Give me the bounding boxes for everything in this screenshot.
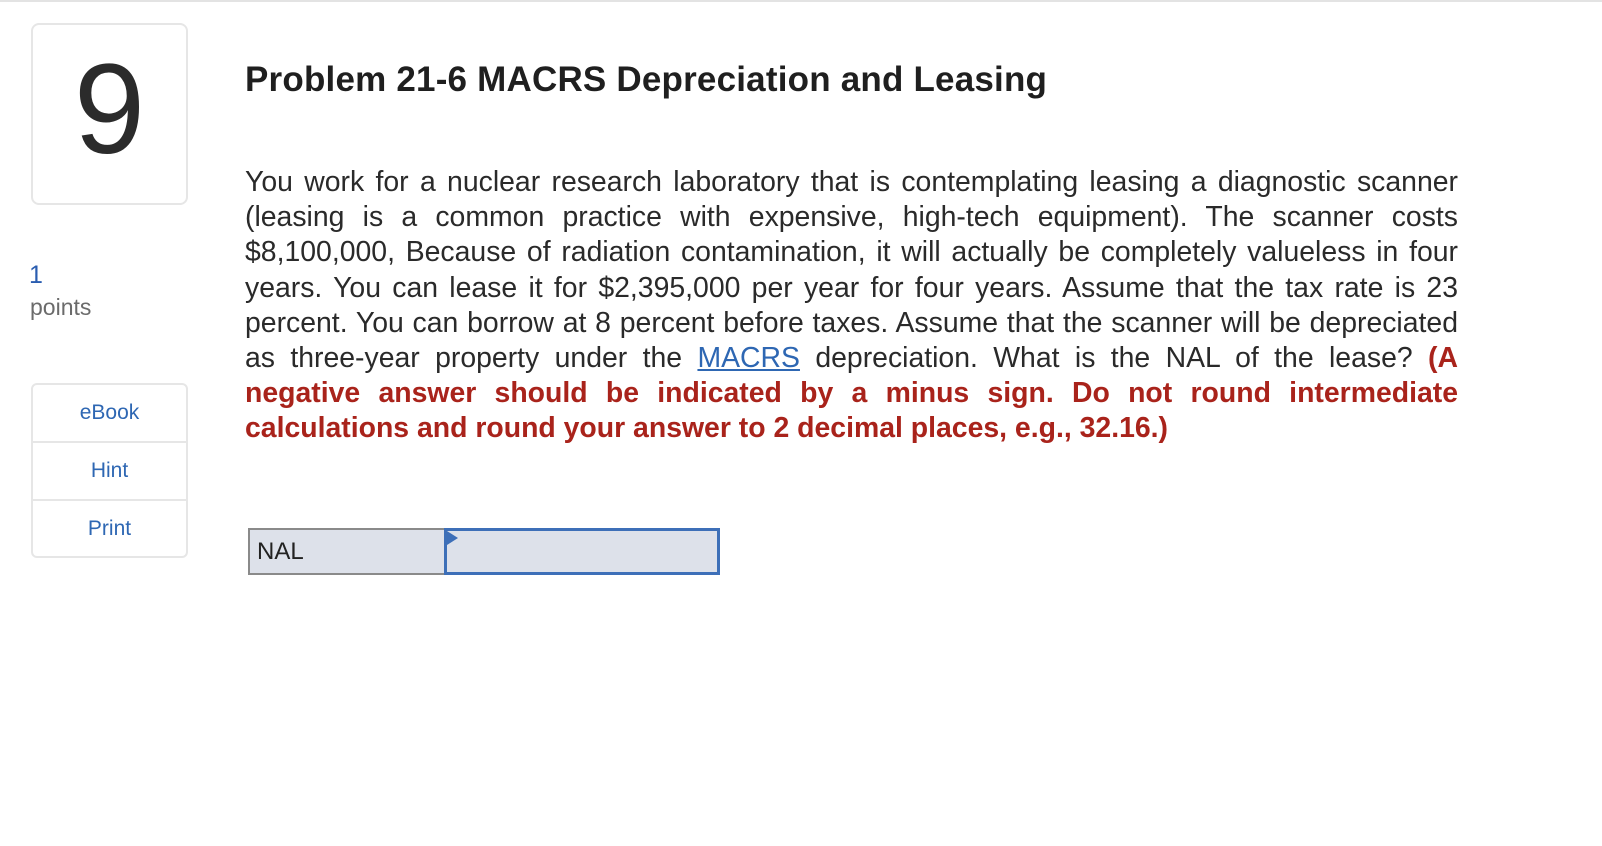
answer-table-row — [248, 528, 720, 575]
print-button[interactable]: Print — [87, 516, 132, 540]
nal-answer-cell[interactable] — [444, 528, 720, 575]
question-tools — [31, 383, 188, 558]
answer-instruction: (A negative answer should be indicated by a minus sign. Do not round intermediate calculations and round your answer to 2 decimal places, e.g., 32.16.) — [245, 342, 1458, 445]
hint-button[interactable]: Hint — [33, 443, 186, 501]
nal-label: NAL — [248, 528, 446, 575]
nal-answer-input[interactable] — [447, 531, 717, 572]
points-value: 1 — [29, 261, 43, 289]
macrs-link[interactable]: MACRS — [697, 342, 800, 375]
problem-question: depreciation. What is the NAL of the lease? — [799, 342, 1429, 375]
problem-body: You work for a nuclear research laboratory that is contemplating leasing a diagnostic scanner (leasing is a common practice with expensive, high-tech equipment). The scanner costs $8,100,000, Because of radiation contamination, it will actually be completely valueless in four years. You can lease it for $2,395,000 per year for four years. Assume that the tax rate is 23 percent. You can borrow at 8 percent before taxes. Assume that the scanner will be depreciated as three-year property under the — [245, 166, 1458, 375]
question-number-box — [31, 23, 188, 205]
problem-text — [245, 165, 1458, 447]
problem-title: Problem 21-6 MACRS Depreciation and Leasing — [245, 60, 1048, 99]
question-number: 9 — [73, 38, 146, 181]
points-label: points — [30, 294, 92, 320]
ebook-button[interactable]: eBook — [33, 385, 186, 443]
